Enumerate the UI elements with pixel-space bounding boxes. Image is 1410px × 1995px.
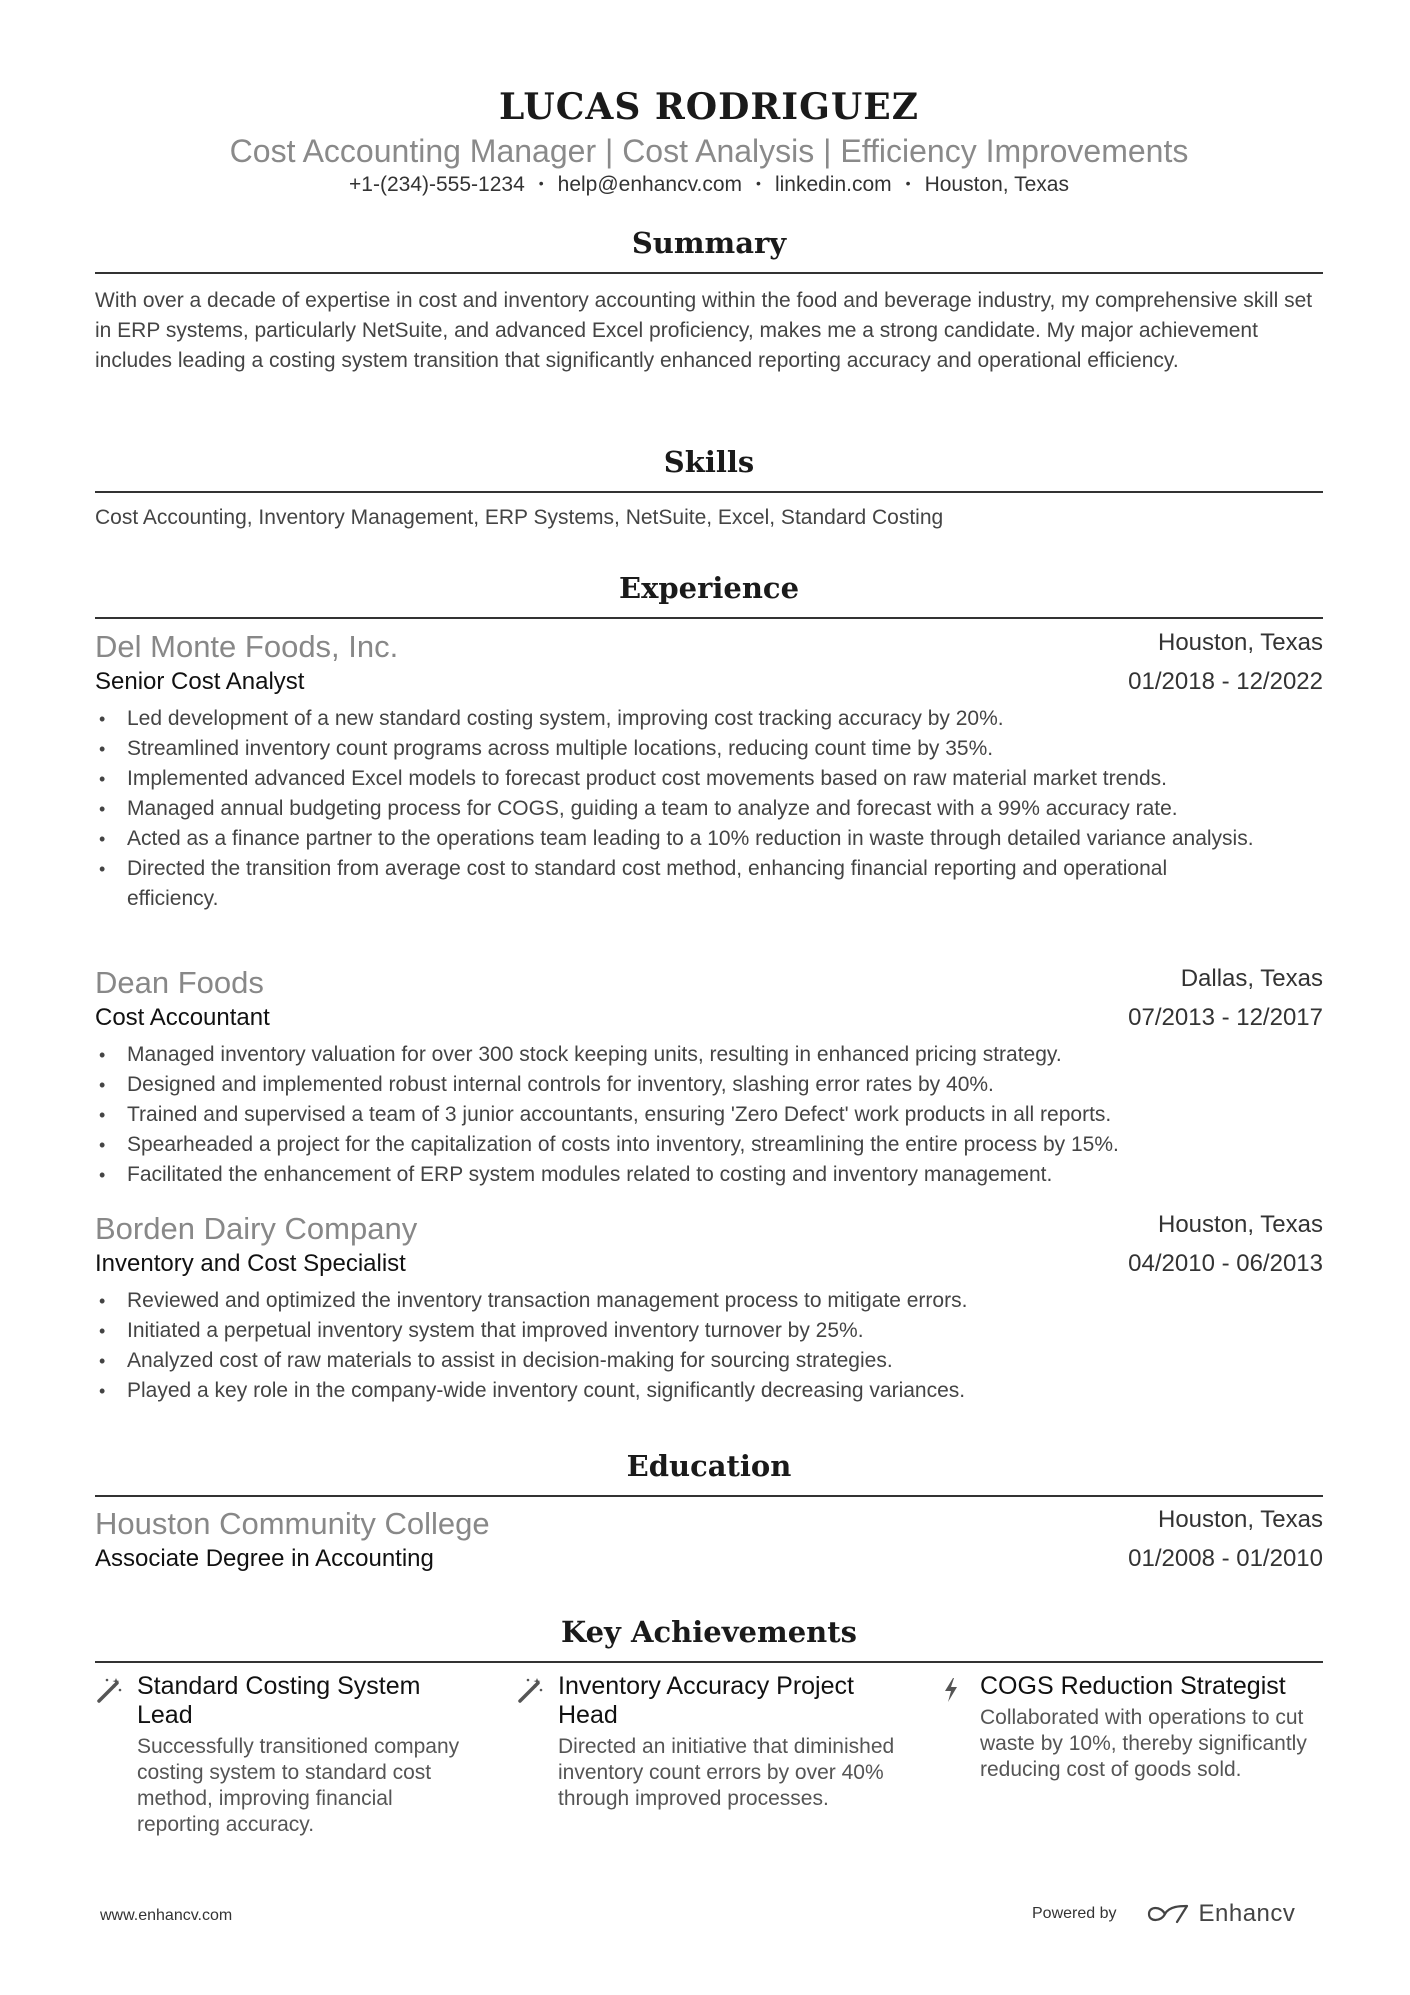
separator-dot: • — [538, 175, 544, 191]
job-dates: 07/2013 - 12/2017 — [1128, 1004, 1323, 1031]
separator-dot: • — [756, 175, 761, 191]
footer-branding — [1032, 1900, 1295, 1928]
school-name: Houston Community College — [95, 1506, 490, 1541]
company-name: Borden Dairy Company — [95, 1211, 418, 1246]
achievement-description: Successfully transitioned company costing system to standard cost method, improving financial reporting accuracy. — [137, 1735, 460, 1836]
enhancv-logo-icon — [1143, 1901, 1193, 1927]
list-item: • Analyzed cost of raw materials to assist in decision-making for sourcing strategies. — [95, 1346, 1323, 1376]
company-name: Dean Foods — [95, 965, 264, 1000]
job-location: Houston, Texas — [1158, 1211, 1323, 1238]
section-divider — [95, 272, 1323, 274]
section-title-skills: Skills — [663, 445, 755, 479]
email-link[interactable]: help@enhancv.com — [557, 173, 743, 196]
linkedin-link[interactable]: linkedin.com — [774, 173, 892, 196]
list-item: • Designed and implemented robust internal controls for inventory, slashing error rates by 40%. — [95, 1070, 1323, 1100]
list-item: • Initiated a perpetual inventory system that improved inventory turnover by 25%. — [95, 1316, 1323, 1346]
candidate-tagline: Cost Accounting Manager | Cost Analysis | Efficiency Improvements — [229, 133, 1189, 169]
achievement-card — [95, 1672, 475, 1838]
section-divider — [95, 491, 1323, 493]
job-location: Houston, Texas — [1158, 629, 1323, 656]
degree-name: Associate Degree in Accounting — [95, 1545, 434, 1572]
job-dates: 01/2018 - 12/2022 — [1128, 668, 1323, 695]
achievement-title: Standard Costing System Lead — [137, 1672, 421, 1729]
achievement-title: COGS Reduction Strategist — [980, 1672, 1286, 1700]
summary-text: With over a decade of expertise in cost and inventory accounting within the food and beverage industry, my comprehensive skill set in ERP systems, particularly NetSuite, and advanced Excel proficiency, makes me a strong candidate. My major achievement includes leading a costing system transition that significantly enhanced reporting accuracy and operational efficiency. — [95, 289, 1313, 372]
list-item: • Directed the transition from average cost to standard cost method, enhancing financial reporting and operational efficiency. — [95, 854, 1323, 914]
list-item: • Streamlined inventory count programs across multiple locations, reducing count time by 35%. — [95, 734, 1323, 764]
job-role: Inventory and Cost Specialist — [95, 1250, 406, 1277]
list-item: • Trained and supervised a team of 3 junior accountants, ensuring 'Zero Defect' work products in all reports. — [95, 1100, 1323, 1130]
job-bullets — [95, 1040, 1323, 1190]
list-item: • Played a key role in the company-wide inventory count, significantly decreasing variances. — [95, 1376, 1323, 1406]
job-role: Senior Cost Analyst — [95, 668, 305, 695]
footer-website[interactable]: www.enhancv.com — [100, 1907, 233, 1924]
achievement-description: Directed an initiative that diminished inventory count errors by over 40% through improved processes. — [558, 1735, 895, 1810]
achievement-title: Inventory Accuracy Project Head — [558, 1672, 854, 1729]
phone-number[interactable]: +1-(234)-555-1234 — [349, 173, 525, 196]
list-item: • Acted as a finance partner to the operations team leading to a 10% reduction in waste through detailed variance analysis. — [95, 824, 1323, 854]
list-item: • Implemented advanced Excel models to forecast product cost movements based on raw material market trends. — [95, 764, 1323, 794]
list-item: • Spearheaded a project for the capitalization of costs into inventory, streamlining the entire process by 15%. — [95, 1130, 1323, 1160]
list-item: • Managed inventory valuation for over 300 stock keeping units, resulting in enhanced pricing strategy. — [95, 1040, 1323, 1070]
section-divider — [95, 1661, 1323, 1663]
achievement-description: Collaborated with operations to cut waste by 10%, thereby significantly reducing cost of goods sold. — [980, 1706, 1307, 1781]
job-location: Dallas, Texas — [1180, 965, 1323, 992]
section-divider — [95, 1495, 1323, 1497]
list-item: • Managed annual budgeting process for COGS, guiding a team to analyze and forecast with a 99% accuracy rate. — [95, 794, 1323, 824]
enhancv-brand-name: Enhancv — [1198, 1900, 1296, 1927]
location-text: Houston, Texas — [924, 173, 1069, 196]
achievement-card — [516, 1672, 896, 1812]
job-bullets — [95, 704, 1323, 914]
list-item: • Led development of a new standard costing system, improving cost tracking accuracy by 20%. — [95, 704, 1323, 734]
skills-text: Cost Accounting, Inventory Management, ERP Systems, NetSuite, Excel, Standard Costing — [95, 506, 944, 529]
company-name: Del Monte Foods, Inc. — [95, 629, 399, 664]
education-dates: 01/2008 - 01/2010 — [1128, 1545, 1323, 1572]
list-item: • Facilitated the enhancement of ERP system modules related to costing and inventory management. — [95, 1160, 1323, 1190]
school-location: Houston, Texas — [1158, 1506, 1323, 1533]
separator-dot: • — [905, 175, 911, 191]
section-title-education: Education — [626, 1449, 792, 1483]
section-title-experience: Experience — [618, 571, 800, 605]
magic-wand-icon — [516, 1676, 544, 1704]
lightning-bolt-icon — [938, 1676, 966, 1704]
magic-wand-icon — [95, 1676, 123, 1704]
job-role: Cost Accountant — [95, 1004, 270, 1031]
section-title-achievements: Key Achievements — [561, 1615, 857, 1649]
section-divider — [95, 617, 1323, 619]
job-dates: 04/2010 - 06/2013 — [1128, 1250, 1323, 1277]
achievement-card — [938, 1672, 1318, 1783]
job-bullets — [95, 1286, 1323, 1406]
powered-by-label: Powered by — [1032, 1905, 1117, 1922]
list-item: • Reviewed and optimized the inventory transaction management process to mitigate errors. — [95, 1286, 1323, 1316]
candidate-name: LUCAS RODRIGUEZ — [499, 86, 919, 128]
contact-line — [95, 170, 1323, 198]
section-title-summary: Summary — [631, 226, 787, 260]
